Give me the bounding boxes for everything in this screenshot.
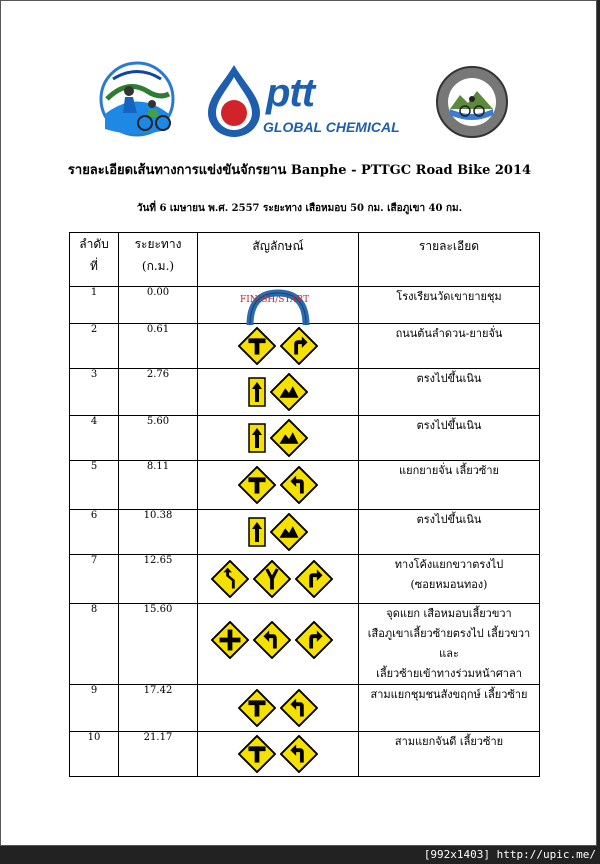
t-junction-sign-icon — [238, 689, 276, 727]
sign-group — [198, 461, 358, 509]
page-title: รายละเอียดเส้นทางการแข่งขันจักรยาน Banphe - PTTGC Road Bike 2014 — [67, 163, 532, 178]
row-distance: 0.61 — [119, 324, 198, 369]
straight-sign-icon — [248, 517, 266, 547]
detail-line: เสือภูเขาเลี้ยวซ้ายตรงไป เลี้ยวขวาและ — [367, 627, 531, 660]
row-detail — [359, 604, 540, 685]
row-distance: 5.60 — [119, 416, 198, 461]
row-detail — [359, 555, 540, 604]
row-distance: 21.17 — [119, 732, 198, 777]
sign-group — [198, 416, 358, 460]
table-row — [70, 416, 540, 461]
table-row — [70, 510, 540, 555]
row-detail — [359, 324, 540, 369]
table-row — [70, 685, 540, 732]
detail-line: ตรงไปขึ้นเนิน — [416, 513, 482, 526]
row-signs — [198, 287, 359, 324]
table-row — [70, 555, 540, 604]
row-number: 1 — [70, 287, 119, 324]
row-number: 2 — [70, 324, 119, 369]
table-row — [70, 324, 540, 369]
row-signs — [198, 604, 359, 685]
curve-left-sign-icon — [211, 560, 249, 598]
row-number: 7 — [70, 555, 119, 604]
route-table — [69, 232, 540, 777]
row-distance: 8.11 — [119, 461, 198, 510]
turn-right-sign-icon — [295, 621, 333, 659]
sign-group — [198, 510, 358, 554]
detail-line: ตรงไปขึ้นเนิน — [416, 372, 482, 385]
sign-group — [198, 324, 358, 368]
detail-line: (ซอยหมอนทอง) — [410, 578, 488, 591]
hill-sign-icon — [270, 373, 308, 411]
table-row — [70, 287, 540, 324]
header-order-line2: ที่ — [90, 259, 98, 273]
table-row — [70, 461, 540, 510]
sign-group — [198, 369, 358, 415]
detail-line: สามแยกจันดี เลี้ยวซ้าย — [394, 735, 504, 748]
row-signs — [198, 324, 359, 369]
table-row — [70, 604, 540, 685]
ptt-brand-text: ptt — [266, 71, 315, 115]
row-distance: 12.65 — [119, 555, 198, 604]
sign-group — [198, 555, 358, 603]
detail-line: เลี้ยวซ้ายเข้าทางร่วมหน้าศาลา — [376, 667, 522, 680]
row-distance: 17.42 — [119, 685, 198, 732]
header-order-line1: ลำดับ — [79, 237, 109, 251]
hill-sign-icon — [270, 419, 308, 457]
cycling-club-seal-icon — [435, 65, 509, 139]
table-row — [70, 732, 540, 777]
bike-club-logo-icon — [97, 59, 177, 139]
row-number: 5 — [70, 461, 119, 510]
detail-line: สามแยกชุมชนสังขฤกษ์ เลี้ยวซ้าย — [370, 688, 528, 701]
t-junction-sign-icon — [238, 735, 276, 773]
row-detail — [359, 685, 540, 732]
t-junction-sign-icon — [238, 466, 276, 504]
arch-label: FINISH/START — [240, 295, 310, 305]
row-number: 4 — [70, 416, 119, 461]
detail-line: จุดแยก เสือหมอบเลี้ยวขวา — [386, 607, 512, 620]
header-detail — [359, 233, 540, 287]
row-number: 9 — [70, 685, 119, 732]
header-detail-label: รายละเอียด — [418, 239, 480, 253]
row-signs — [198, 510, 359, 555]
t-junction-sign-icon — [238, 327, 276, 365]
header-order — [70, 233, 119, 287]
row-detail — [359, 287, 540, 324]
header-distance — [119, 233, 198, 287]
row-signs — [198, 732, 359, 777]
straight-sign-icon — [248, 377, 266, 407]
straight-sign-icon — [248, 423, 266, 453]
row-detail — [359, 416, 540, 461]
detail-line: ตรงไปขึ้นเนิน — [416, 419, 482, 432]
page-subtitle: วันที่ 6 เมษายน พ.ศ. 2557 ระยะทาง เสือหมอบ 50 กม. เสือภูเขา 40 กม. — [136, 203, 463, 214]
row-signs — [198, 369, 359, 416]
row-detail — [359, 732, 540, 777]
detail-line: ทางโค้งแยกขวาตรงไป — [394, 558, 504, 571]
turn-right-sign-icon — [280, 327, 318, 365]
row-detail — [359, 510, 540, 555]
y-junction-sign-icon — [253, 560, 291, 598]
row-distance: 15.60 — [119, 604, 198, 685]
row-distance: 0.00 — [119, 287, 198, 324]
row-distance: 2.76 — [119, 369, 198, 416]
row-signs — [198, 685, 359, 732]
footer-bar — [0, 846, 600, 864]
hill-sign-icon — [270, 513, 308, 551]
row-number: 8 — [70, 604, 119, 685]
cross-sign-icon — [211, 621, 249, 659]
turn-right-sign-icon — [295, 560, 333, 598]
row-signs — [198, 461, 359, 510]
detail-line: ถนนต้นลำดวน-ยายจั่น — [395, 327, 503, 340]
footer-link[interactable]: [992x1403] http://upic.me/ — [423, 848, 596, 861]
table-row — [70, 369, 540, 416]
turn-left-sign-icon — [280, 466, 318, 504]
ptt-drop-logo-icon — [204, 63, 264, 138]
detail-line: แยกยายจั่น เลี้ยวซ้าย — [399, 464, 499, 477]
row-number: 3 — [70, 369, 119, 416]
ptt-tagline-text: GLOBAL CHEMICAL — [263, 119, 400, 135]
header-distance-line2: (ก.ม.) — [141, 259, 175, 273]
row-signs — [198, 416, 359, 461]
row-number: 10 — [70, 732, 119, 777]
sign-group — [198, 685, 358, 731]
header-distance-line1: ระยะทาง — [134, 237, 182, 251]
row-signs — [198, 555, 359, 604]
header-sign-label: สัญลักษณ์ — [252, 239, 304, 253]
detail-line: โรงเรียนวัดเขายายชุม — [396, 290, 502, 303]
turn-left-sign-icon — [280, 689, 318, 727]
table-header-row — [70, 233, 540, 287]
sign-group — [198, 287, 358, 323]
row-detail — [359, 369, 540, 416]
sign-group — [198, 604, 358, 676]
row-distance: 10.38 — [119, 510, 198, 555]
turn-left-sign-icon — [280, 735, 318, 773]
header-sign — [198, 233, 359, 287]
sign-group — [198, 732, 358, 776]
turn-left-sign-icon — [253, 621, 291, 659]
row-number: 6 — [70, 510, 119, 555]
row-detail — [359, 461, 540, 510]
